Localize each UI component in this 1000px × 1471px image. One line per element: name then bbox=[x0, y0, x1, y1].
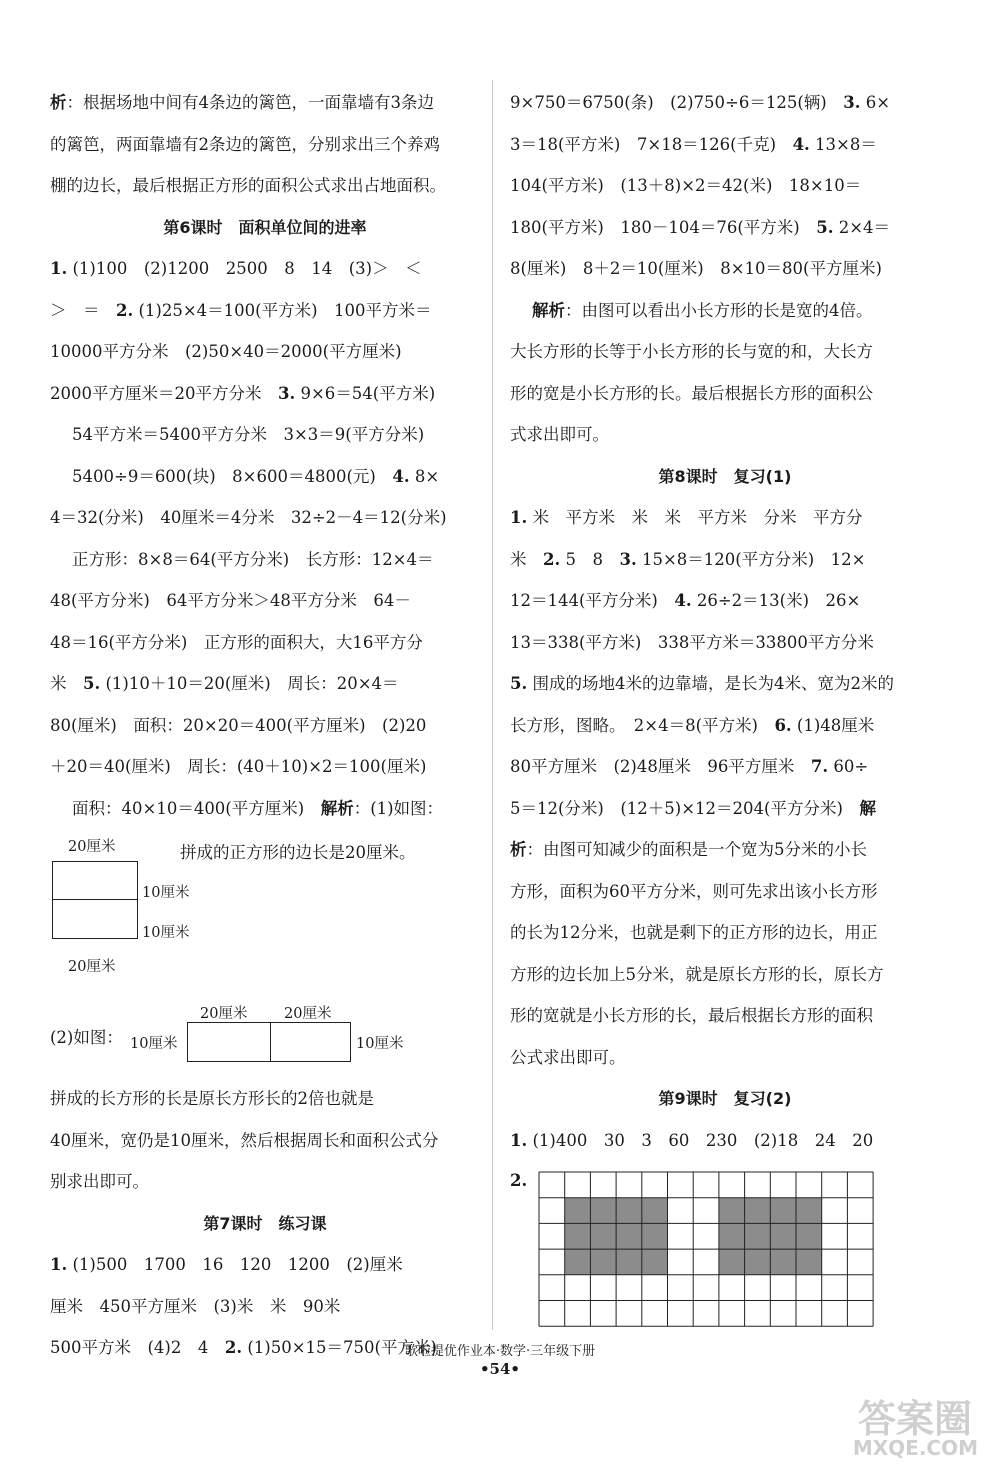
text-segment: 米 bbox=[510, 549, 543, 569]
text-segment: 10000平方分米 (2)50×40＝2000(平方厘米) bbox=[50, 342, 402, 361]
grid-question-number: 2. bbox=[510, 1171, 528, 1190]
text-line bbox=[510, 1043, 940, 1085]
text-line bbox=[50, 669, 480, 711]
text-segment: 方形的边长加上5分米，就是原长方形的长，原长方 bbox=[510, 964, 884, 984]
fig1-top-label: 20厘米 bbox=[68, 839, 116, 855]
text-line bbox=[510, 545, 940, 587]
text-segment: 别求出即可。 bbox=[50, 1172, 149, 1191]
watermark-logo bbox=[812, 1388, 982, 1463]
text-line bbox=[50, 379, 480, 421]
fig1-caption: 拼成的正方形的边长是20厘米。 bbox=[180, 843, 416, 862]
fig2-top-right-label: 20厘米 bbox=[284, 1006, 332, 1022]
text-line bbox=[50, 254, 480, 296]
bold-label: 解析 bbox=[532, 300, 565, 320]
text-line bbox=[510, 586, 940, 628]
text-segment: 的长为12分米，也就是剩下的正方形的边长，用正 bbox=[510, 923, 878, 942]
text-line bbox=[50, 1084, 480, 1126]
watermark-url: MXQE.COM bbox=[852, 1436, 978, 1460]
text-segment: 5＝12(分米) (12＋5)×12＝204(平方分米) bbox=[510, 798, 860, 818]
text-line bbox=[50, 1167, 480, 1209]
fig2-rect-outline bbox=[187, 1022, 351, 1062]
text-segment: 26÷2＝13(米) 26× bbox=[691, 591, 861, 610]
text-line bbox=[50, 1250, 480, 1292]
bold-label: 1. bbox=[510, 508, 528, 527]
text-segment: 厘米 450平方厘米 (3)米 米 90米 bbox=[50, 1296, 341, 1316]
text-segment: ：由图可以看出小长方形的长是宽的4倍。 bbox=[565, 300, 873, 320]
page-number: •54• bbox=[479, 1360, 521, 1378]
bold-label: 析 bbox=[50, 93, 67, 112]
section-heading: 第7课时 练习课 bbox=[203, 1213, 327, 1233]
text-line bbox=[510, 379, 940, 421]
text-line bbox=[510, 835, 940, 877]
bold-label: 2. bbox=[116, 300, 134, 320]
text-line bbox=[510, 711, 940, 753]
fig2-right-label: 10厘米 bbox=[356, 1036, 404, 1052]
text-segment: 5 8 bbox=[560, 549, 620, 569]
text-segment: (1)48厘米 bbox=[791, 715, 875, 735]
text-line bbox=[50, 296, 480, 338]
bold-label: 4. bbox=[392, 466, 410, 486]
text-segment: (1)500 1700 16 120 1200 (2)厘米 bbox=[67, 1255, 403, 1274]
text-line bbox=[510, 130, 940, 172]
text-segment: 9×750＝6750(条) (2)750÷6＝125(辆) bbox=[510, 93, 844, 112]
bold-label: 3. bbox=[619, 549, 637, 569]
left-text-block-1 bbox=[50, 88, 480, 835]
text-line bbox=[50, 545, 480, 587]
bold-label: 5. bbox=[510, 674, 528, 693]
text-line bbox=[510, 794, 940, 836]
text-line bbox=[50, 1126, 480, 1168]
bold-label: 1. bbox=[50, 259, 68, 278]
text-line bbox=[510, 1001, 940, 1043]
text-segment: 棚的边长，最后根据正方形的面积公式求出占地面积。 bbox=[50, 176, 446, 195]
text-line bbox=[50, 88, 480, 130]
text-line bbox=[510, 503, 940, 545]
text-segment: 的篱笆，两面靠墙有2条边的篱笆，分别求出三个养鸡 bbox=[50, 134, 440, 154]
text-segment: 长方形，图略。 2×4＝8(平方米) bbox=[510, 715, 775, 735]
text-segment: 12＝144(平方分米) bbox=[510, 591, 675, 610]
fig1-middle-line bbox=[52, 899, 138, 900]
text-segment: 2×4＝ bbox=[833, 217, 891, 237]
text-segment: 面积：40×10＝400(平方厘米) bbox=[72, 798, 321, 818]
bold-label: 4. bbox=[792, 134, 810, 154]
left-column bbox=[50, 88, 480, 1375]
text-line bbox=[50, 586, 480, 628]
text-segment: 6× bbox=[860, 93, 891, 112]
text-line bbox=[510, 918, 940, 960]
bold-label: 3. bbox=[843, 93, 861, 112]
text-line bbox=[50, 752, 480, 794]
text-line bbox=[50, 628, 480, 670]
text-segment: (1)100 (2)1200 2500 8 14 (3)＞ ＜ bbox=[67, 259, 422, 278]
text-segment: 9×6＝54(平方米) bbox=[295, 383, 436, 403]
text-segment: ：根据场地中间有4条边的篱笆，一面靠墙有3条边 bbox=[66, 93, 434, 112]
text-segment: 式求出即可。 bbox=[510, 425, 609, 444]
grid-figure bbox=[510, 1171, 940, 1336]
text-line bbox=[50, 462, 480, 504]
figure-rectangle bbox=[50, 1002, 480, 1070]
text-line bbox=[510, 420, 940, 462]
bold-label: 析 bbox=[510, 840, 527, 859]
bold-label: 4. bbox=[674, 591, 692, 610]
text-line bbox=[510, 337, 940, 379]
text-segment: 正方形：8×8＝64(平方分米) 长方形：12×4＝ bbox=[72, 549, 434, 569]
text-segment: 80平方厘米 (2)48厘米 96平方厘米 bbox=[510, 757, 811, 776]
text-segment: 4＝32(分米) 40厘米＝4分米 32÷2－4＝12(分米) bbox=[50, 508, 447, 527]
text-segment: 104(平方米) (13＋8)×2＝42(米) 18×10＝ bbox=[510, 176, 862, 195]
text-segment: ＋20＝40(厘米) 周长：(40＋10)×2＝100(厘米) bbox=[50, 757, 427, 776]
text-line bbox=[510, 752, 940, 794]
footer-book-title: 歌啦提优作业本·数学·三年级下册 bbox=[404, 1344, 596, 1359]
bold-label: 2. bbox=[224, 1338, 243, 1357]
right-text-block bbox=[510, 88, 940, 1167]
section-heading: 第8课时 复习(1) bbox=[658, 466, 792, 486]
square-grid bbox=[538, 1171, 878, 1327]
text-segment: 54平方米＝5400平方分米 3×3＝9(平方分米) bbox=[72, 425, 425, 444]
bold-label: 6. bbox=[774, 715, 792, 735]
text-segment: 大长方形的长等于小长方形的长与宽的和，大长方 bbox=[510, 342, 873, 361]
bold-label: 7. bbox=[810, 757, 829, 776]
text-line bbox=[50, 337, 480, 379]
text-line bbox=[50, 420, 480, 462]
section-heading: 第9课时 复习(2) bbox=[658, 1089, 792, 1108]
text-line bbox=[510, 88, 940, 130]
text-line bbox=[50, 1292, 480, 1334]
text-line bbox=[510, 669, 940, 711]
bold-label: 3. bbox=[278, 383, 296, 403]
fig1-right-bottom-label: 10厘米 bbox=[142, 925, 190, 941]
text-line bbox=[50, 711, 480, 753]
left-text-block-2 bbox=[50, 1084, 480, 1375]
text-line bbox=[50, 794, 480, 836]
section-heading: 第6课时 面积单位间的进率 bbox=[163, 217, 367, 237]
fig1-square-outline bbox=[52, 861, 138, 939]
text-segment: ：由图可知减少的面积是一个宽为5分米的小长 bbox=[526, 840, 867, 859]
text-segment: 米 bbox=[50, 674, 83, 693]
text-segment: 60÷ bbox=[828, 757, 869, 776]
text-segment: 80(厘米) 面积：20×20＝400(平方厘米) (2)20 bbox=[50, 715, 427, 735]
watermark-text: 答案圈 bbox=[857, 1397, 972, 1441]
text-segment: ＞ ＝ bbox=[50, 300, 116, 320]
text-line bbox=[510, 296, 940, 338]
text-line bbox=[510, 254, 940, 296]
text-segment: (1)10＋10＝20(厘米) 周长：20×4＝ bbox=[100, 674, 399, 693]
text-line bbox=[510, 213, 940, 255]
text-line bbox=[510, 628, 940, 670]
bold-label: 2. bbox=[543, 549, 561, 569]
fig2-separator bbox=[270, 1022, 271, 1062]
text-segment: 5400÷9＝600(块) 8×600＝4800(元) bbox=[72, 466, 393, 486]
fig1-bottom-label: 20厘米 bbox=[68, 959, 116, 975]
bold-label: 解析 bbox=[320, 798, 354, 818]
text-line bbox=[50, 171, 480, 213]
text-line bbox=[50, 503, 480, 545]
text-line bbox=[510, 877, 940, 919]
fig2-top-left-label: 20厘米 bbox=[200, 1006, 248, 1022]
text-segment: 48(平方分米) 64平方分米＞48平方分米 64－ bbox=[50, 591, 411, 610]
text-segment: 形的宽就是小长方形的长，最后根据长方形的面积 bbox=[510, 1006, 873, 1025]
right-column bbox=[510, 88, 940, 1336]
text-segment: (1)400 30 3 60 230 (2)18 24 20 bbox=[527, 1130, 874, 1150]
text-segment: 2000平方厘米＝20平方分米 bbox=[50, 383, 278, 403]
text-segment: 500平方米 (4)2 4 bbox=[50, 1338, 225, 1357]
fig2-left-label: 10厘米 bbox=[130, 1036, 178, 1052]
bold-label: 5. bbox=[83, 674, 101, 693]
text-segment: 8(厘米) 8＋2＝10(厘米) 8×10＝80(平方厘米) bbox=[510, 259, 882, 278]
text-segment: 15×8＝120(平方分米) 12× bbox=[636, 549, 866, 569]
text-segment: 180(平方米) 180－104＝76(平方米) bbox=[510, 217, 817, 237]
text-segment: 形的宽是小长方形的长。最后根据长方形的面积公 bbox=[510, 383, 873, 403]
bold-label: 解 bbox=[859, 798, 876, 818]
text-segment: ：(1)如图： bbox=[353, 798, 444, 818]
bold-label: 1. bbox=[510, 1130, 528, 1150]
text-segment: 13×8＝ bbox=[809, 134, 877, 154]
text-line bbox=[510, 1126, 940, 1168]
text-segment: 8× bbox=[409, 466, 440, 486]
text-segment: 13＝338(平方米) 338平方米＝33800平方分米 bbox=[510, 632, 874, 652]
column-divider bbox=[492, 80, 493, 1330]
text-segment: 拼成的长方形的长是原长方形长的2倍也就是 bbox=[50, 1089, 374, 1108]
text-segment: 48＝16(平方分米) 正方形的面积大，大16平方分 bbox=[50, 632, 423, 652]
text-segment: 40厘米，宽仍是10厘米，然后根据周长和面积公式分 bbox=[50, 1130, 439, 1150]
text-line bbox=[50, 130, 480, 172]
bold-label: 5. bbox=[816, 217, 834, 237]
text-segment: 米 平方米 米 米 平方米 分米 平方分 bbox=[527, 508, 863, 527]
text-segment: 公式求出即可。 bbox=[510, 1047, 626, 1067]
figure-square bbox=[50, 833, 480, 998]
bold-label: 1. bbox=[50, 1255, 68, 1274]
text-segment: 围成的场地4米的边靠墙，是长为4米、宽为2米的 bbox=[527, 674, 894, 693]
text-line bbox=[510, 171, 940, 213]
text-segment: (1)50×15＝750(平方米) bbox=[242, 1338, 437, 1357]
fig2-prefix: (2)如图： bbox=[50, 1028, 123, 1047]
text-segment: 3＝18(平方米) 7×18＝126(千克) bbox=[510, 134, 793, 154]
text-line bbox=[510, 960, 940, 1002]
text-segment: 方形，面积为60平方分米，则可先求出该小长方形 bbox=[510, 881, 878, 901]
text-segment: (1)25×4＝100(平方米) 100平方米＝ bbox=[133, 300, 432, 320]
fig1-right-top-label: 10厘米 bbox=[142, 885, 190, 901]
